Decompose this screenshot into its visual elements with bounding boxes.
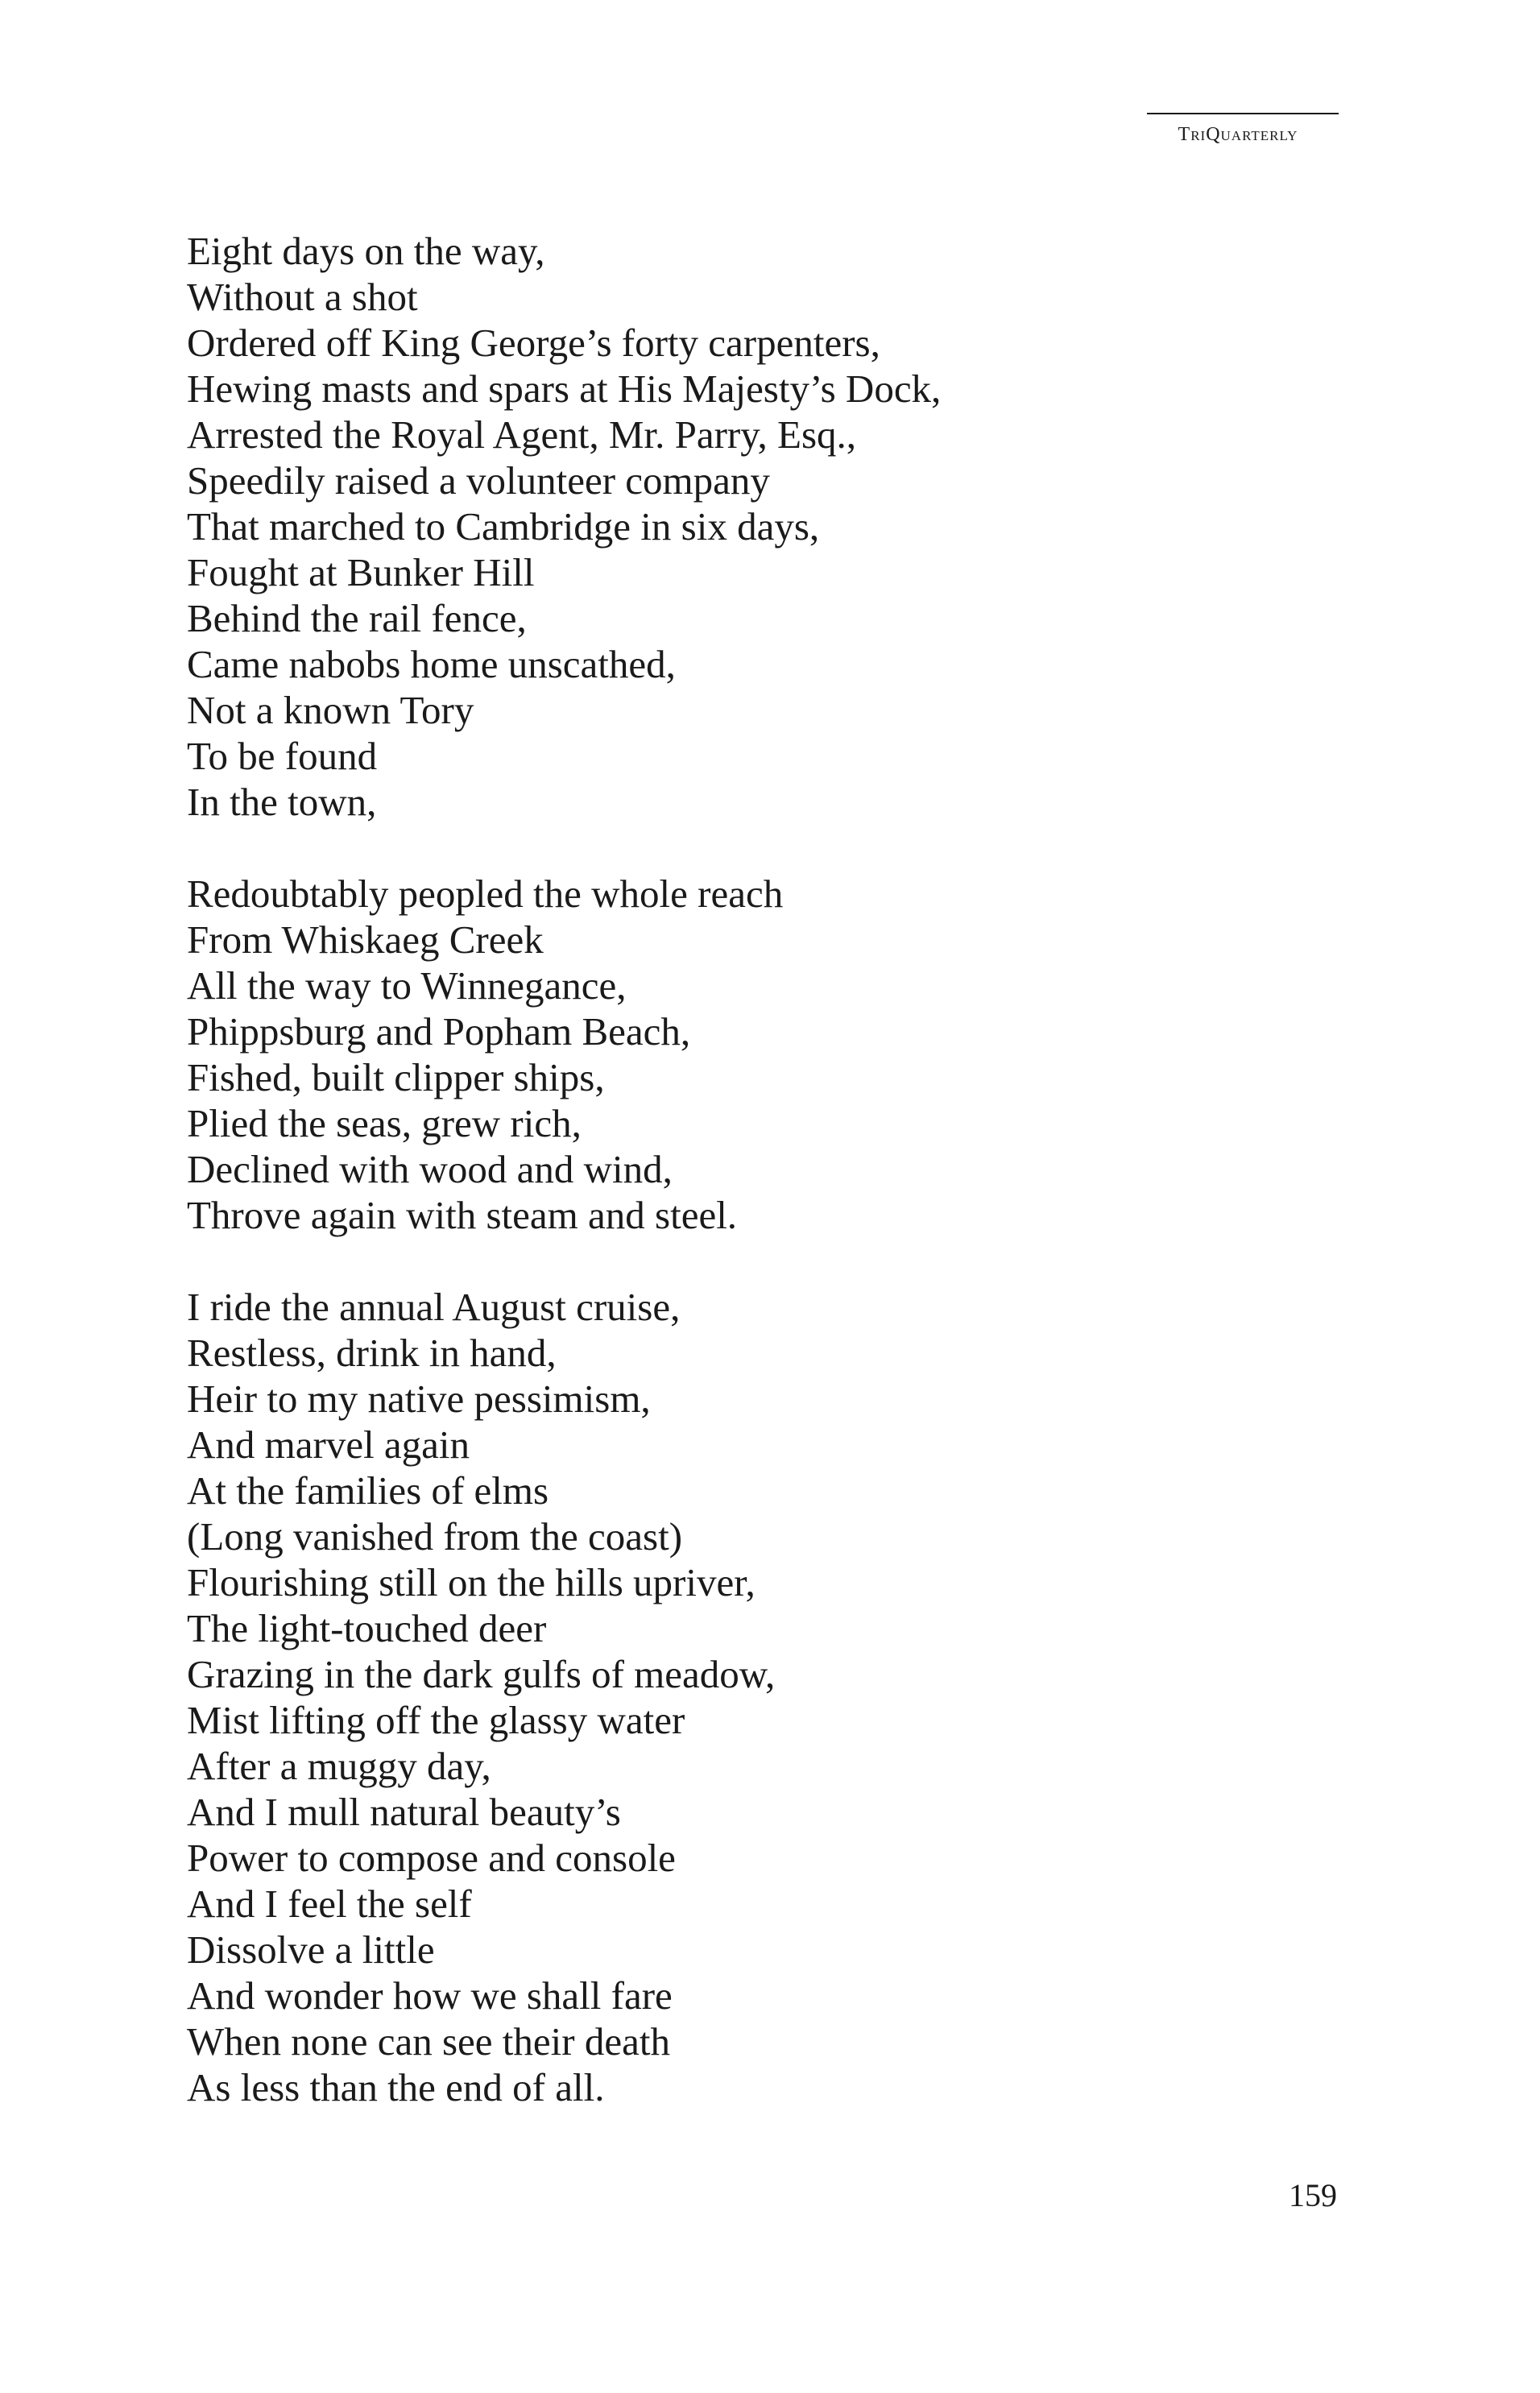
poem-line: Heir to my native pessimism, [187, 1377, 651, 1421]
poem-line: As less than the end of all. [187, 2065, 605, 2109]
poem-line: And wonder how we shall fare [187, 1973, 673, 2018]
poem-line: And I mull natural beauty’s [187, 1790, 621, 1834]
poem-line: From Whiskaeg Creek [187, 917, 544, 962]
stanza-1 [187, 228, 1395, 825]
poem-line: In the town, [187, 780, 377, 824]
poem-line: Fought at Bunker Hill [187, 550, 535, 594]
poem-line: Eight days on the way, [187, 229, 545, 273]
poem-line: Flourishing still on the hills upriver, [187, 1560, 756, 1604]
running-head-rule [1147, 113, 1339, 114]
poem-line: Dissolve a little [187, 1927, 435, 1972]
poem-line: Phippsburg and Popham Beach, [187, 1009, 691, 1054]
poem-line: Throve again with steam and steel. [187, 1193, 738, 1237]
poem-line: Arrested the Royal Agent, Mr. Parry, Esq., [187, 412, 857, 457]
poem-line: I ride the annual August cruise, [187, 1285, 681, 1329]
poem-line: And I feel the self [187, 1882, 472, 1926]
poem-line: Fished, built clipper ships, [187, 1055, 605, 1099]
journal-title [1137, 124, 1339, 146]
poem-body [187, 228, 1395, 2110]
poem-line: Power to compose and console [187, 1836, 676, 1880]
poem-line: To be found [187, 734, 378, 778]
running-head [1137, 113, 1339, 146]
poem-line: Ordered off King George’s forty carpenters, [187, 321, 880, 365]
poem-line: At the families of elms [187, 1468, 549, 1513]
poem-line: Plied the seas, grew rich, [187, 1101, 582, 1145]
poem-line: Hewing masts and spars at His Majesty’s Dock, [187, 366, 942, 411]
poem-line: Restless, drink in hand, [187, 1331, 557, 1375]
poem-line: All the way to Winnegance, [187, 963, 627, 1008]
stanza-2 [187, 871, 1395, 1238]
poem-line: Mist lifting off the glassy water [187, 1698, 685, 1742]
page-number: 159 [1289, 2177, 1337, 2213]
stanza-3 [187, 1284, 1395, 2110]
poem-line: Redoubtably peopled the whole reach [187, 871, 784, 916]
poem-line: After a muggy day, [187, 1744, 491, 1788]
poem-line: That marched to Cambridge in six days, [187, 504, 820, 549]
poem-line: Not a known Tory [187, 688, 474, 732]
poem-line: When none can see their death [187, 2019, 670, 2064]
poem-line: Came nabobs home unscathed, [187, 642, 676, 686]
poem-line: Speedily raised a volunteer company [187, 458, 770, 503]
poem-line: Without a shot [187, 275, 418, 319]
poem-line: Declined with wood and wind, [187, 1147, 673, 1191]
journal-title-text: TriQuarterly [1178, 124, 1298, 145]
poem-line: And marvel again [187, 1422, 470, 1467]
poem-line: Grazing in the dark gulfs of meadow, [187, 1652, 776, 1696]
poem-line: The light-touched deer [187, 1606, 547, 1650]
poem-line: (Long vanished from the coast) [187, 1514, 683, 1559]
poem-line: Behind the rail fence, [187, 596, 527, 640]
